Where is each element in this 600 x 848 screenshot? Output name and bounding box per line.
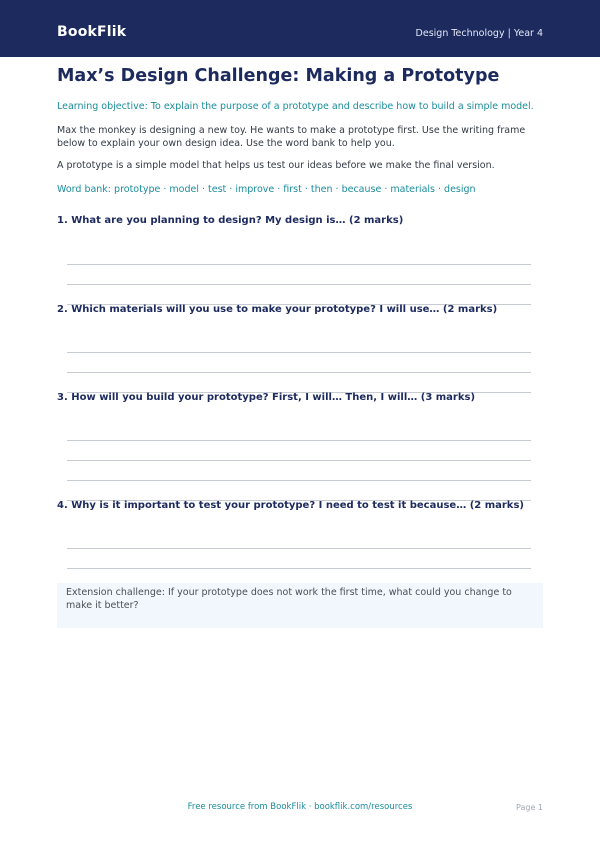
answer-line[interactable] — [67, 568, 531, 569]
brand-logo: BookFlik — [57, 24, 127, 40]
question-1: 1. What are you planning to design? My design is… (2 marks) — [57, 215, 404, 226]
answer-line[interactable] — [67, 548, 531, 549]
intro-text: Max the monkey is designing a new toy. He wants to make a prototype first. Use the writing frame below to explain your own design idea. Use the word bank to help you. — [57, 125, 526, 149]
question-3: 3. How will you build your prototype? First, I will… Then, I will… (3 marks) — [57, 392, 476, 403]
subject-year-label: Design Technology | Year 4 — [415, 28, 543, 39]
extension-challenge: Extension challenge: If your prototype does not work the first time, what could you change to make it better? — [57, 583, 543, 628]
page-header — [0, 0, 600, 57]
worksheet-title: Max’s Design Challenge: Making a Prototype — [57, 66, 500, 86]
answer-line[interactable] — [67, 264, 531, 265]
page-number: Page 1 — [516, 803, 543, 812]
word-bank: Word bank: prototype · model · test · improve · first · then · because · materials · design — [57, 184, 476, 195]
answer-line[interactable] — [67, 480, 531, 481]
question-4: 4. Why is it important to test your prototype? I need to test it because… (2 marks) — [57, 500, 524, 511]
answer-line[interactable] — [67, 372, 531, 373]
answer-line[interactable] — [67, 440, 531, 441]
answer-line[interactable] — [67, 352, 531, 353]
footer-credit: Free resource from BookFlik · bookflik.com/resources — [187, 802, 413, 812]
answer-line[interactable] — [67, 284, 531, 285]
prototype-definition: A prototype is a simple model that helps us test our ideas before we make the final version. — [57, 160, 495, 171]
question-2: 2. Which materials will you use to make your prototype? I will use… (2 marks) — [57, 304, 498, 315]
answer-line[interactable] — [67, 460, 531, 461]
learning-objective: Learning objective: To explain the purpose of a prototype and describe how to build a simple model. — [57, 101, 534, 112]
